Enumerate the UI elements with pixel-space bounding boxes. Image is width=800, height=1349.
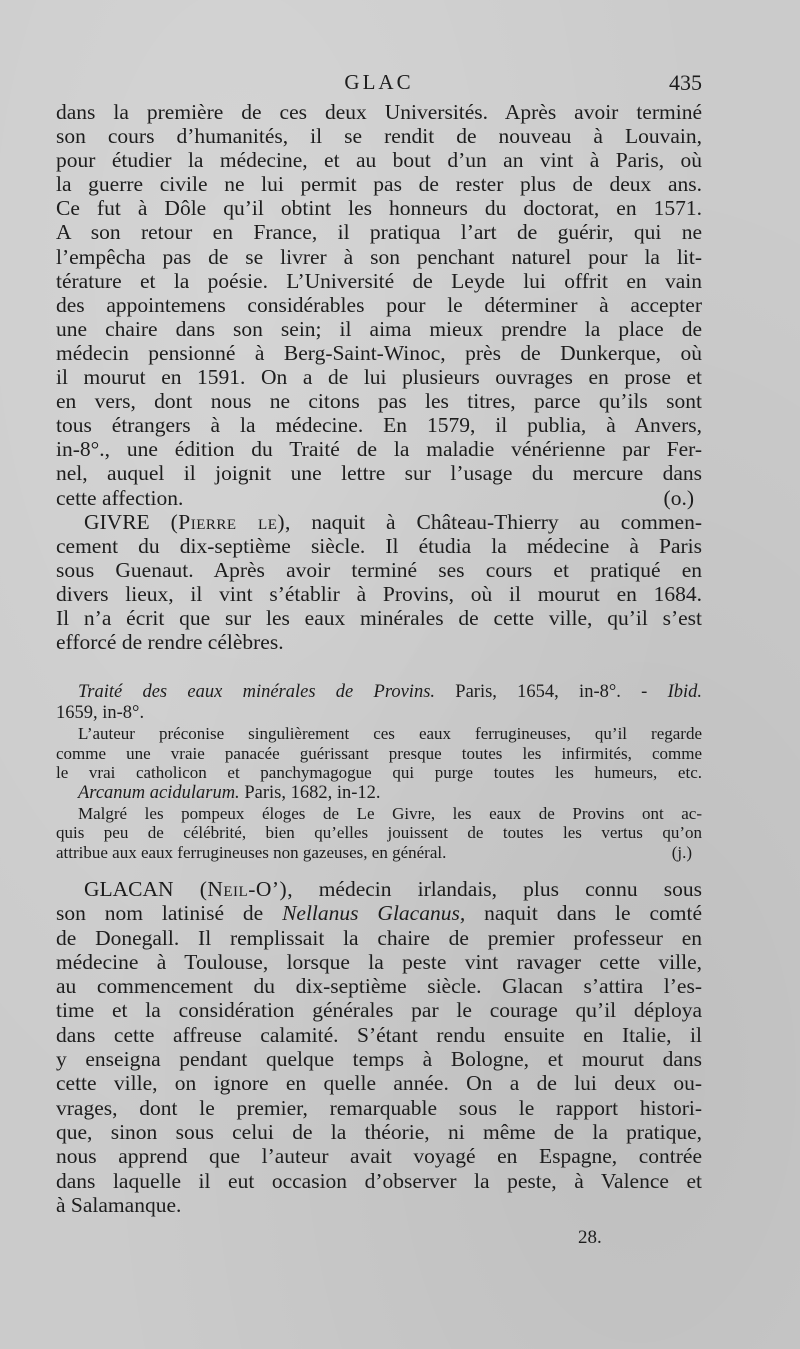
note-line: L’auteur préconise singulièrement ces eaux ferrugineuses, qu’il regarde (78, 724, 702, 743)
text-line: in-8°., une édition du Traité de la maladie vénérienne par Fer- (56, 437, 702, 462)
text-line: nous apprend que l’auteur avait voyagé en Espagne, contrée (56, 1144, 702, 1169)
entry-givre (56, 534, 702, 630)
entry-continued (56, 100, 702, 486)
entry-forename: (Neil-O’) (199, 877, 288, 901)
running-head: GLAC (344, 70, 414, 94)
text-line (56, 901, 702, 925)
entry-forename: (Pierre le) (170, 509, 286, 534)
text-line: que, sinon sous celui de la théorie, ni même de la pratique, (56, 1119, 702, 1144)
text-line: efforcé de rendre célèbres. (56, 630, 284, 655)
signature-mark: 28. (578, 1227, 602, 1248)
text-line: vrages, dont le premier, remarquable sous le rapport histori- (56, 1095, 702, 1120)
note-line: comme une vraie panacée guérissant presque toutes les infirmités, comme (56, 743, 702, 763)
text-line: y enseigna pendant quelque temps à Bologne, et mourut dans (56, 1047, 702, 1072)
note-line: quis peu de célébrité, bien qu’elles jouissent de toutes les vertus qu’on (56, 823, 702, 843)
entry-givre-first-line (56, 510, 702, 534)
entry-glacan-body (56, 926, 702, 1193)
note-comment (56, 804, 702, 843)
text-line: cette ville, on ignore en quelle année. On a de lui deux ou- (56, 1071, 702, 1096)
text-segment: , médecin irlandais, plus connu sous (287, 877, 702, 901)
text-line: la guerre civile ne lui permit pas de rester plus de deux ans. (56, 172, 702, 197)
reference-ibid: Ibid. (667, 682, 702, 702)
reference-line (56, 783, 702, 804)
text-line: des appointemens considérables pour le déterminer à accepter (56, 292, 702, 317)
entry-glacan-first-line (56, 877, 702, 901)
text-line: pour étudier la médecine, et au bout d’un an vint à Paris, où (56, 148, 702, 173)
reference-title: Arcanum acidularum. (78, 782, 240, 803)
latin-name: Nellanus Glacanus, (282, 901, 466, 926)
note-line: le vrai catholicon et panchymagogue qui purge toutes les humeurs, etc. (56, 763, 702, 783)
text-line: son cours d’humanités, il se rendit de nouveau à Louvain, (56, 124, 702, 149)
text-line: Il n’a écrit que sur les eaux minérales de cette ville, qu’il s’est (56, 605, 702, 630)
reference-line: 1659, in-8°. (56, 703, 145, 723)
text-line: nel, auquel il joignit une lettre sur l’usage du mercure dans (56, 461, 702, 486)
reference-details: Paris, 1654, in-8°. - (435, 682, 668, 702)
text-line: en vers, dont nous ne citons pas les titres, parce qu’ils sont (56, 389, 702, 414)
text-segment: naquit dans le comté (465, 901, 702, 926)
page-header (56, 70, 702, 100)
text-line: l’empêcha pas de se livrer à son penchant naturel pour la lit- (56, 244, 702, 269)
author-initial: (o.) (663, 485, 694, 510)
text-line: de Donegall. Il remplissait la chaire de premier professeur en (56, 925, 702, 950)
entry-glacan (56, 877, 702, 1217)
text-line: dans la première de ces deux Universités. Après avoir terminé (56, 100, 702, 124)
text-line: tous étrangers à la médecine. En 1579, il publia, à Anvers, (56, 413, 702, 438)
note-comment (56, 724, 702, 783)
text-segment: , naquit à Château-Thierry au commen- (285, 509, 702, 534)
text-line: A son retour en France, il pratiqua l’art de guérir, qui ne (56, 220, 702, 245)
reference-title: Traité des eaux minérales de Provins. (78, 682, 436, 702)
bibliography-notes (56, 682, 702, 863)
text-line: sous Guenaut. Après avoir terminé ses cours et pratiqué en (56, 557, 702, 582)
entry-name: GIVRE (84, 509, 150, 534)
text-line: médecin pensionné à Berg-Saint-Winoc, près de Dunkerque, où (56, 340, 702, 365)
text-line: il mourut en 1591. On a de lui plusieurs ouvrages en prose et (56, 365, 702, 390)
author-initial: (j.) (671, 842, 692, 862)
text-line: cement du dix-septième siècle. Il étudia la médecine à Paris (56, 533, 702, 558)
text-line: à Salamanque. (56, 1192, 182, 1217)
reference-details: Paris, 1682, in-12. (239, 782, 381, 803)
reference-line (56, 682, 702, 703)
text-line: au commencement du dix-septième siècle. Glacan s’attira l’es- (56, 974, 702, 999)
text-line (56, 486, 702, 510)
note-line (56, 843, 702, 863)
text-line: dans laquelle il eut occasion d’observer la peste, à Valence et (56, 1168, 702, 1193)
text-line: une chaire dans son sein; il aima mieux prendre la place de (56, 316, 702, 341)
text-line: time et la considération générales par le courage qu’il déploya (56, 998, 702, 1023)
page-number: 435 (669, 70, 702, 95)
note-line-content: attribue aux eaux ferrugineuses non gazeuses, en général. (56, 842, 447, 862)
note-line: Malgré les pompeux éloges de Le Givre, les eaux de Provins ont ac- (78, 803, 702, 823)
text-line: divers lieux, il vint s’établir à Provins, où il mourut en 1684. (56, 581, 702, 606)
entry-name: GLACAN (84, 877, 174, 901)
text-line: térature et la poésie. L’Université de Leyde lui offrit en vain (56, 268, 702, 293)
text-segment: son nom latinisé de (56, 901, 283, 926)
text-line: Ce fut à Dôle qu’il obtint les honneurs du doctorat, en 1571. (56, 196, 702, 221)
text-line: dans cette affreuse calamité. S’étant rendu ensuite en Italie, il (56, 1022, 702, 1047)
main-text (56, 100, 702, 654)
text-line: médecine à Toulouse, lorsque la peste vint ravager cette ville, (56, 949, 702, 974)
text-line-content: cette affection. (56, 485, 184, 510)
